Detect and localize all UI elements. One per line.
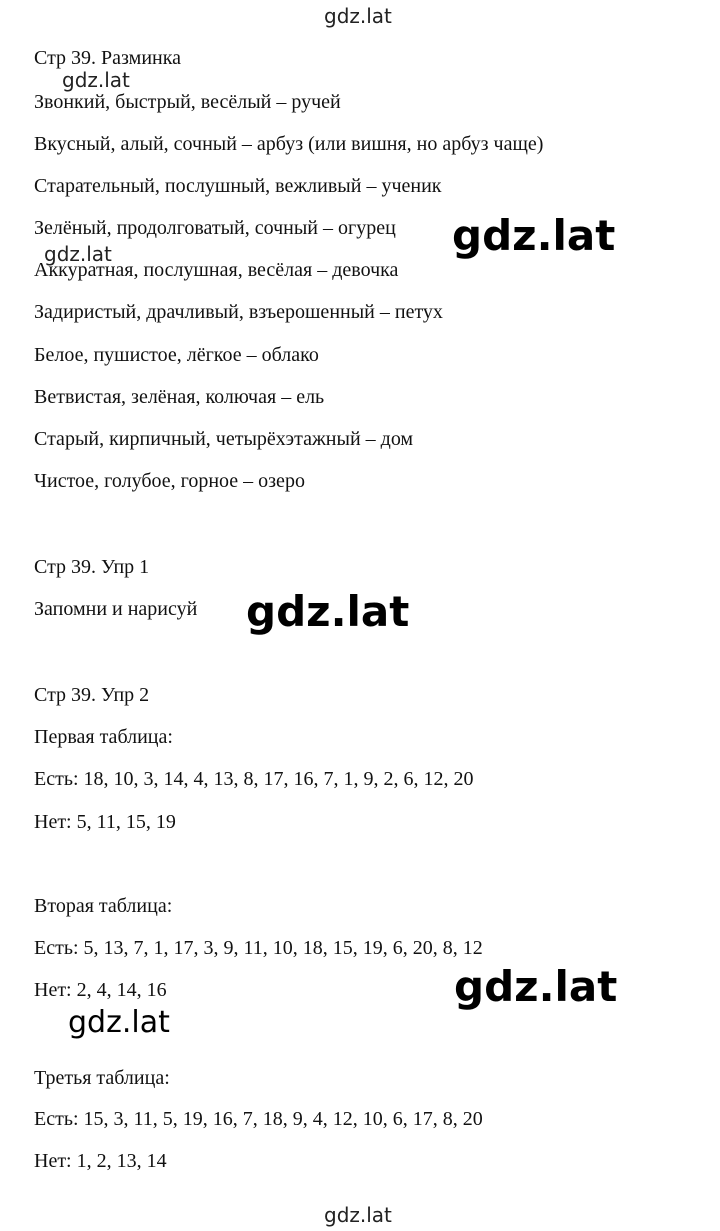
table-title: Первая таблица: bbox=[34, 726, 173, 748]
watermark-small: gdz.lat bbox=[62, 68, 130, 92]
watermark-bottom: gdz.lat bbox=[324, 1203, 392, 1227]
warmup-line: Старательный, послушный, вежливый – ученик bbox=[34, 175, 442, 197]
warmup-heading: Стр 39. Разминка bbox=[34, 47, 182, 69]
task2-heading: Стр 39. Упр 2 bbox=[34, 684, 150, 706]
watermark-small: gdz.lat bbox=[44, 242, 112, 266]
warmup-line: Задиристый, драчливый, взъерошенный – петух bbox=[34, 301, 443, 323]
watermark-top: gdz.lat bbox=[324, 4, 392, 28]
table-title: Третья таблица: bbox=[34, 1067, 170, 1089]
warmup-line: Старый, кирпичный, четырёхэтажный – дом bbox=[34, 428, 414, 450]
watermark-big: gdz.lat bbox=[448, 212, 619, 260]
warmup-line: Чистое, голубое, горное – озеро bbox=[34, 470, 305, 492]
table-yes: Есть: 18, 10, 3, 14, 4, 13, 8, 17, 16, 7, 1, 9, 2, 6, 12, 20 bbox=[34, 768, 474, 790]
task1-heading: Стр 39. Упр 1 bbox=[34, 556, 150, 578]
table-no: Нет: 5, 11, 15, 19 bbox=[34, 811, 176, 833]
table-title: Вторая таблица: bbox=[34, 895, 173, 917]
warmup-line: Зелёный, продолговатый, сочный – огурец bbox=[34, 217, 396, 239]
watermark-mid: gdz.lat bbox=[68, 1005, 170, 1040]
warmup-line: Ветвистая, зелёная, колючая – ель bbox=[34, 386, 325, 408]
table-no: Нет: 2, 4, 14, 16 bbox=[34, 979, 167, 1001]
warmup-line: Звонкий, быстрый, весёлый – ручей bbox=[34, 91, 341, 113]
table-yes: Есть: 15, 3, 11, 5, 19, 16, 7, 18, 9, 4, 12, 10, 6, 17, 8, 20 bbox=[34, 1108, 483, 1130]
watermark-big: gdz.lat bbox=[242, 588, 413, 636]
warmup-line: Вкусный, алый, сочный – арбуз (или вишня, но арбуз чаще) bbox=[34, 133, 544, 155]
table-no: Нет: 1, 2, 13, 14 bbox=[34, 1150, 167, 1172]
warmup-line: Аккуратная, послушная, весёлая – девочка bbox=[34, 259, 399, 281]
table-yes: Есть: 5, 13, 7, 1, 17, 3, 9, 11, 10, 18, 15, 19, 6, 20, 8, 12 bbox=[34, 937, 483, 959]
warmup-line: Белое, пушистое, лёгкое – облако bbox=[34, 344, 319, 366]
watermark-big: gdz.lat bbox=[450, 963, 621, 1011]
task1-text: Запомни и нарисуй bbox=[34, 598, 198, 620]
